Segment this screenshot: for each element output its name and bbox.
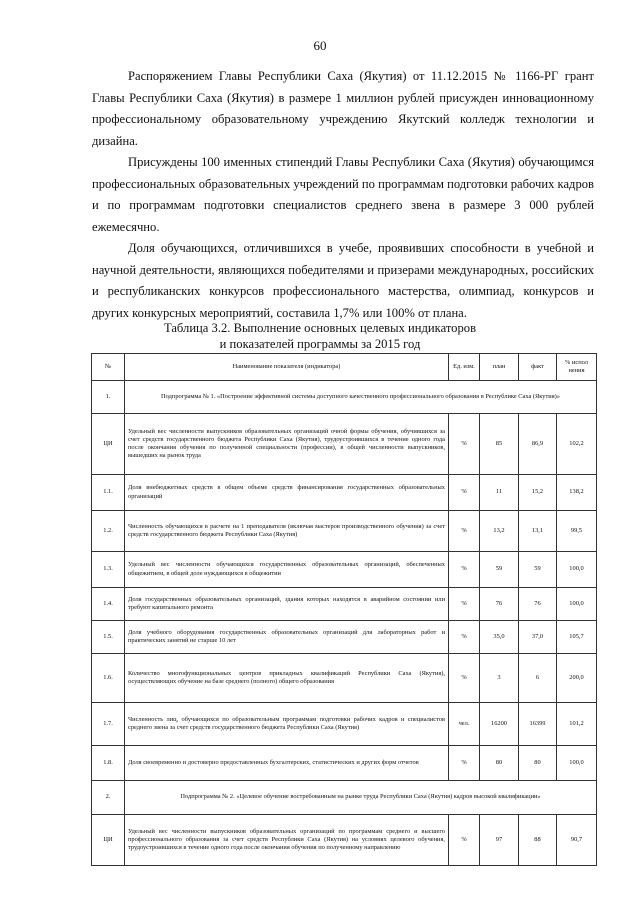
cell-pct: 90,7 bbox=[557, 815, 597, 866]
cell-name: Доля учебного оборудования государственных образовательных организаций для лабораторных работ и практических занятий не старше 10 лет bbox=[125, 621, 449, 654]
cell-num: 2. bbox=[92, 781, 125, 815]
indicators-table bbox=[91, 353, 597, 866]
cell-subprogram-title: Подпрограмма № 2. «Целевое обучение востребованным на рынке труда Республики Саха (Якутия) кадров высокой квалификации» bbox=[125, 781, 597, 815]
cell-plan: 16200 bbox=[480, 703, 519, 746]
cell-name: Доля внебюджетных средств в общем объеме средств финансирования государственных образовательных организаций bbox=[125, 475, 449, 511]
cell-unit: % bbox=[449, 746, 480, 781]
table-row bbox=[92, 588, 597, 621]
cell-fact: 6 bbox=[519, 654, 557, 703]
cell-unit: % bbox=[449, 621, 480, 654]
header-unit: Ед. изм. bbox=[449, 354, 480, 381]
paragraph: Доля обучающихся, отличившихся в учебе, проявивших способности в учебной и научной деятельности, являющихся победителями и призерами международных, российских и республиканских конкурсов профессионального мастерства, олимпиад, конкурсов и других конкурсных мероприятий, составила 1,7% или 100% от плана. bbox=[92, 241, 594, 320]
body-text bbox=[92, 66, 594, 324]
cell-pct: 200,0 bbox=[557, 654, 597, 703]
table-caption-line: Таблица 3.2. Выполнение основных целевых индикаторов bbox=[163, 321, 477, 335]
table-caption bbox=[0, 320, 640, 352]
cell-num: ЦИ bbox=[92, 414, 125, 475]
cell-fact: 16399 bbox=[519, 703, 557, 746]
cell-num: 1.3. bbox=[92, 552, 125, 588]
cell-plan: 80 bbox=[480, 746, 519, 781]
cell-plan: 85 bbox=[480, 414, 519, 475]
header-num: № bbox=[92, 354, 125, 381]
cell-num: 1.7. bbox=[92, 703, 125, 746]
cell-unit: % bbox=[449, 414, 480, 475]
cell-fact: 80 bbox=[519, 746, 557, 781]
cell-plan: 97 bbox=[480, 815, 519, 866]
cell-num: ЦИ bbox=[92, 815, 125, 866]
table-row bbox=[92, 654, 597, 703]
cell-pct: 100,0 bbox=[557, 552, 597, 588]
subprogram-row bbox=[92, 781, 597, 815]
header-fact: факт bbox=[519, 354, 557, 381]
cell-pct: 138,2 bbox=[557, 475, 597, 511]
page-number: 60 bbox=[313, 38, 327, 53]
cell-fact: 15,2 bbox=[519, 475, 557, 511]
cell-fact: 37,0 bbox=[519, 621, 557, 654]
cell-num: 1.4. bbox=[92, 588, 125, 621]
cell-num: 1.2. bbox=[92, 511, 125, 552]
cell-name: Удельный вес численности обучающихся государственных образовательных организаций, обеспеченных общежитием, в общей доле нуждающихся в общежитии bbox=[125, 552, 449, 588]
cell-name: Удельный вес численности выпускников образовательных организаций по программам среднего и высшего профессионального образования за счет средств Республики Саха (Якутия) на условиях целевого обучения, трудоустроившихся в течение одного года после окончания обучения по полученному направлению bbox=[125, 815, 449, 866]
cell-plan: 35,0 bbox=[480, 621, 519, 654]
table-row bbox=[92, 511, 597, 552]
cell-unit: % bbox=[449, 552, 480, 588]
cell-unit: % bbox=[449, 654, 480, 703]
cell-plan: 76 bbox=[480, 588, 519, 621]
cell-name: Численность обучающихся в расчете на 1 преподавателя (включая мастеров производственного обучения) за счет средств государственного бюджета Республики Саха (Якутия) bbox=[125, 511, 449, 552]
cell-unit: чел. bbox=[449, 703, 480, 746]
table-row bbox=[92, 621, 597, 654]
table-body bbox=[92, 381, 597, 866]
table-header-row bbox=[92, 354, 597, 381]
paragraph: Присуждены 100 именных стипендий Главы Республики Саха (Якутия) обучающимся профессиональных образовательных учреждений по программам подготовки рабочих кадров и по программам подготовки специалистов среднего звена в размере 3 000 рублей ежемесячно. bbox=[92, 155, 594, 234]
cell-subprogram-title: Подпрограмма № 1. «Построение эффективной системы доступного качественного профессионального образования в Республике Саха (Якутия)» bbox=[125, 381, 597, 414]
cell-pct: 100,0 bbox=[557, 588, 597, 621]
cell-plan: 3 bbox=[480, 654, 519, 703]
cell-name: Удельный вес численности выпускников образовательных организаций очной формы обучения, обучившихся за счет средств государственного бюджета Республики Саха (Якутия), трудоустроившихся в течение одного года после окончания обучения по полученной специальности (профессии), в общей численности выпускников, вышедших на рынок труда bbox=[125, 414, 449, 475]
cell-num: 1.6. bbox=[92, 654, 125, 703]
cell-fact: 88 bbox=[519, 815, 557, 866]
table-row bbox=[92, 475, 597, 511]
table-row bbox=[92, 746, 597, 781]
cell-unit: % bbox=[449, 475, 480, 511]
cell-plan: 13,2 bbox=[480, 511, 519, 552]
cell-num: 1. bbox=[92, 381, 125, 414]
cell-fact: 59 bbox=[519, 552, 557, 588]
header-pct: % испол нения bbox=[557, 354, 597, 381]
cell-num: 1.1. bbox=[92, 475, 125, 511]
cell-num: 1.5. bbox=[92, 621, 125, 654]
cell-name: Доля своевременно и достоверно предоставленных бухгалтерских, статистических и других форм отчетов bbox=[125, 746, 449, 781]
cell-plan: 59 bbox=[480, 552, 519, 588]
cell-name: Количество многофункциональных центров прикладных квалификаций Республики Саха (Якутия), осуществляющих обучение на базе среднего (полного) общего образования bbox=[125, 654, 449, 703]
cell-fact: 13,1 bbox=[519, 511, 557, 552]
cell-pct: 105,7 bbox=[557, 621, 597, 654]
cell-pct: 101,2 bbox=[557, 703, 597, 746]
cell-unit: % bbox=[449, 588, 480, 621]
cell-fact: 86,9 bbox=[519, 414, 557, 475]
cell-unit: % bbox=[449, 815, 480, 866]
cell-pct: 99,5 bbox=[557, 511, 597, 552]
cell-name: Численность лиц, обучающихся по образовательным программам подготовки рабочих кадров и специалистов среднего звена за счет средств государственного бюджета Республики Саха (Якутия) bbox=[125, 703, 449, 746]
subprogram-row bbox=[92, 381, 597, 414]
table-row bbox=[92, 414, 597, 475]
table-row bbox=[92, 703, 597, 746]
header-plan: план bbox=[480, 354, 519, 381]
cell-num: 1.8. bbox=[92, 746, 125, 781]
table-row bbox=[92, 552, 597, 588]
header-name: Наименование показателя (индикатора) bbox=[125, 354, 449, 381]
table-caption-line: и показателей программы за 2015 год bbox=[219, 337, 421, 351]
cell-fact: 76 bbox=[519, 588, 557, 621]
paragraph: Распоряжением Главы Республики Саха (Якутия) от 11.12.2015 № 1166-РГ грант Главы Республики Саха (Якутия) в размере 1 миллион рублей присужден инновационному профессиональному образовательному учреждению Якутский колледж технологии и дизайна. bbox=[92, 69, 594, 148]
cell-pct: 102,2 bbox=[557, 414, 597, 475]
cell-name: Доля государственных образовательных организаций, здания которых находятся в аварийном состоянии или требуют капитального ремонта bbox=[125, 588, 449, 621]
cell-unit: % bbox=[449, 511, 480, 552]
cell-plan: 11 bbox=[480, 475, 519, 511]
cell-pct: 100,0 bbox=[557, 746, 597, 781]
table-row bbox=[92, 815, 597, 866]
